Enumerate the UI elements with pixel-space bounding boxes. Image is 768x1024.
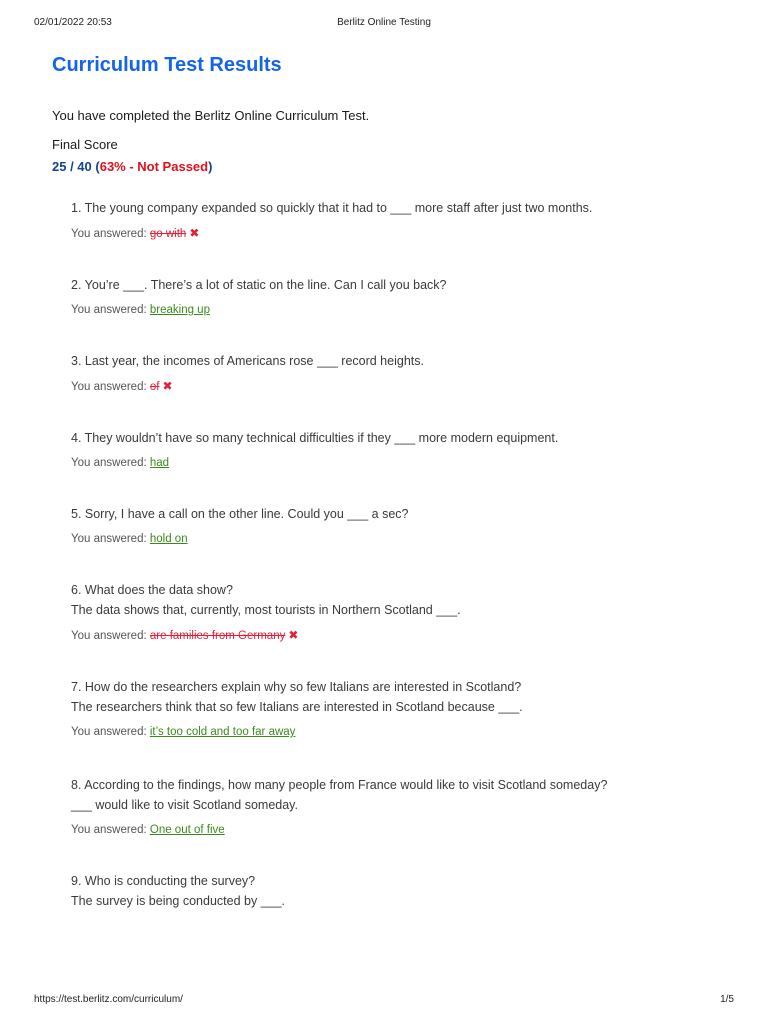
question-text: 5. Sorry, I have a call on the other line. Could you ___ a sec?: [71, 507, 409, 521]
question-prompt: The data shows that, currently, most tourists in Northern Scotland ___.: [71, 603, 461, 617]
correct-answer: One out of five: [149, 824, 225, 836]
question-text: 3. Last year, the incomes of Americans rose ___ record heights.: [71, 354, 424, 368]
answer-prefix: You answered:: [71, 228, 147, 240]
print-url: https://test.berlitz.com/curriculum/: [34, 994, 183, 1005]
question-item: [71, 677, 732, 740]
answer-line: [71, 225, 732, 242]
score-status: 63% - Not Passed: [99, 159, 209, 174]
question-prompt: The survey is being conducted by ___.: [71, 894, 286, 908]
question-text: 4. They wouldn’t have so many technical difficulties if they ___ more modern equipment.: [71, 431, 559, 445]
question-text: 7. How do the researchers explain why so few Italians are interested in Scotland?: [71, 680, 522, 694]
score-value: 25 / 40: [52, 159, 92, 174]
intro-text: You have completed the Berlitz Online Curriculum Test.: [52, 108, 370, 123]
answer-prefix: You answered:: [71, 533, 147, 545]
question-item: [71, 428, 732, 471]
x-mark-icon: ✖: [189, 226, 200, 240]
correct-answer: it’s too cold and too far away: [149, 726, 296, 738]
answer-prefix: You answered:: [71, 304, 147, 316]
answer-prefix: You answered:: [71, 457, 147, 469]
answer-prefix: You answered:: [71, 726, 147, 738]
question-item: [71, 275, 732, 318]
answer-prefix: You answered:: [71, 381, 147, 393]
print-footer: [0, 994, 768, 1008]
question-prompt: ___ would like to visit Scotland someday.: [71, 798, 298, 812]
wrong-answer: of: [149, 381, 160, 393]
print-page-number: 1/5: [720, 994, 734, 1005]
correct-answer: breaking up: [149, 304, 210, 316]
print-title: Berlitz Online Testing: [337, 17, 431, 28]
answer-line: [71, 455, 732, 471]
answer-prefix: You answered:: [71, 824, 147, 836]
question-item: [71, 198, 732, 242]
answer-prefix: You answered:: [71, 630, 147, 642]
print-datetime: 02/01/2022 20:53: [34, 17, 112, 28]
question-text: 6. What does the data show?: [71, 583, 233, 597]
final-score: 25 / 40 (63% - Not Passed): [52, 159, 213, 174]
question-text: 1. The young company expanded so quickly that it had to ___ more staff after just two months.: [71, 201, 593, 215]
answer-line: [71, 724, 732, 740]
question-item: [71, 580, 732, 644]
answer-line: [71, 302, 732, 318]
answer-line: [71, 531, 732, 547]
question-item: [71, 871, 732, 911]
answer-line: [71, 627, 732, 644]
wrong-answer: are families from Germany: [149, 630, 286, 642]
correct-answer: hold on: [149, 533, 188, 545]
correct-answer: had: [149, 457, 170, 469]
question-text: 2. You’re ___. There’s a lot of static on the line. Can I call you back?: [71, 278, 447, 292]
question-text: 8. According to the findings, how many people from France would like to visit Scotland someday?: [71, 778, 608, 792]
x-mark-icon: ✖: [162, 379, 173, 393]
page-title: Curriculum Test Results: [52, 54, 282, 76]
final-score-label: Final Score: [52, 137, 118, 152]
question-prompt: The researchers think that so few Italians are interested in Scotland because ___.: [71, 700, 523, 714]
x-mark-icon: ✖: [288, 628, 299, 642]
print-header: [0, 17, 768, 31]
question-text: 9. Who is conducting the survey?: [71, 874, 256, 888]
wrong-answer: go with: [149, 228, 187, 240]
question-item: [71, 504, 732, 547]
question-list: [71, 198, 732, 911]
answer-line: [71, 378, 732, 395]
results-content: [52, 50, 732, 944]
answer-line: [71, 822, 732, 838]
question-item: [71, 775, 732, 838]
question-item: [71, 351, 732, 395]
